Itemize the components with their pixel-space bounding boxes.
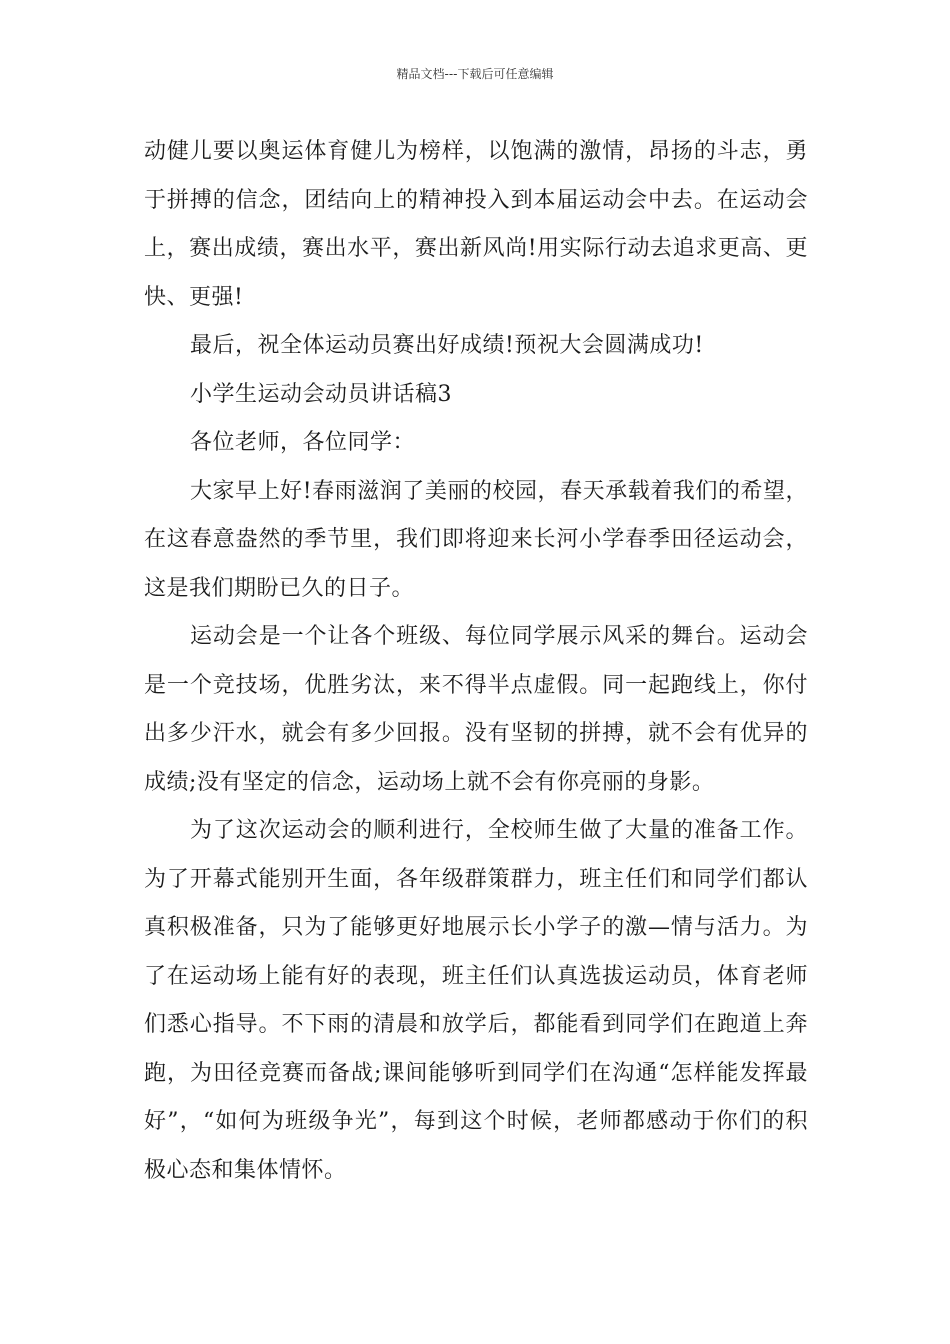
section-title: 小学生运动会动员讲话稿3 <box>190 381 452 407</box>
salutation: 各位老师，各位同学： <box>190 430 416 455</box>
paragraph-5: 大家早上好!春雨滋润了美丽的校园，春天承载着我们的希望，在这春意盎然的季节里，我们即将迎来长河小学春季田径运动会，这是我们期盼已久的日子。 <box>144 478 808 601</box>
paragraph-6: 运动会是一个让各个班级、每位同学展示风采的舞台。运动会是一个竞技场，优胜劣汰，来不得半点虚假。同一起跑线上，你付出多少汗水，就会有多少回报。没有坚韧的拼搏，就不会有优异的成绩;没有坚定的信念，运动场上就不会有你亮丽的身影。 <box>144 624 808 795</box>
document-body <box>144 128 808 1195</box>
paragraph-2: 最后，祝全体运动员赛出好成绩!预祝大会圆满成功! <box>190 333 704 358</box>
paragraph-7: 为了这次运动会的顺利进行，全校师生做了大量的准备工作。为了开幕式能别开生面，各年级群策群力，班主任们和同学们都认真积极准备，只为了能够更好地展示长小学子的激—情与活力。为了在运动场上能有好的表现，班主任们认真选拔运动员，体育老师们悉心指导。不下雨的清晨和放学后，都能看到同学们在跑道上奔跑，为田径竞赛而备战;课间能够听到同学们在沟通“怎样能发挥最好”，“如何为班级争光”，每到这个时候，老师都感动于你们的积极心态和集体情怀。 <box>144 818 808 1183</box>
page-header: 精品文档---下载后可任意编辑 <box>396 67 554 81</box>
paragraph-1: 动健儿要以奥运体育健儿为榜样，以饱满的激情，昂扬的斗志，勇于拼搏的信念，团结向上的精神投入到本届运动会中去。在运动会上，赛出成绩，赛出水平，赛出新风尚!用实际行动去追求更高、更快、更强! <box>144 139 808 310</box>
